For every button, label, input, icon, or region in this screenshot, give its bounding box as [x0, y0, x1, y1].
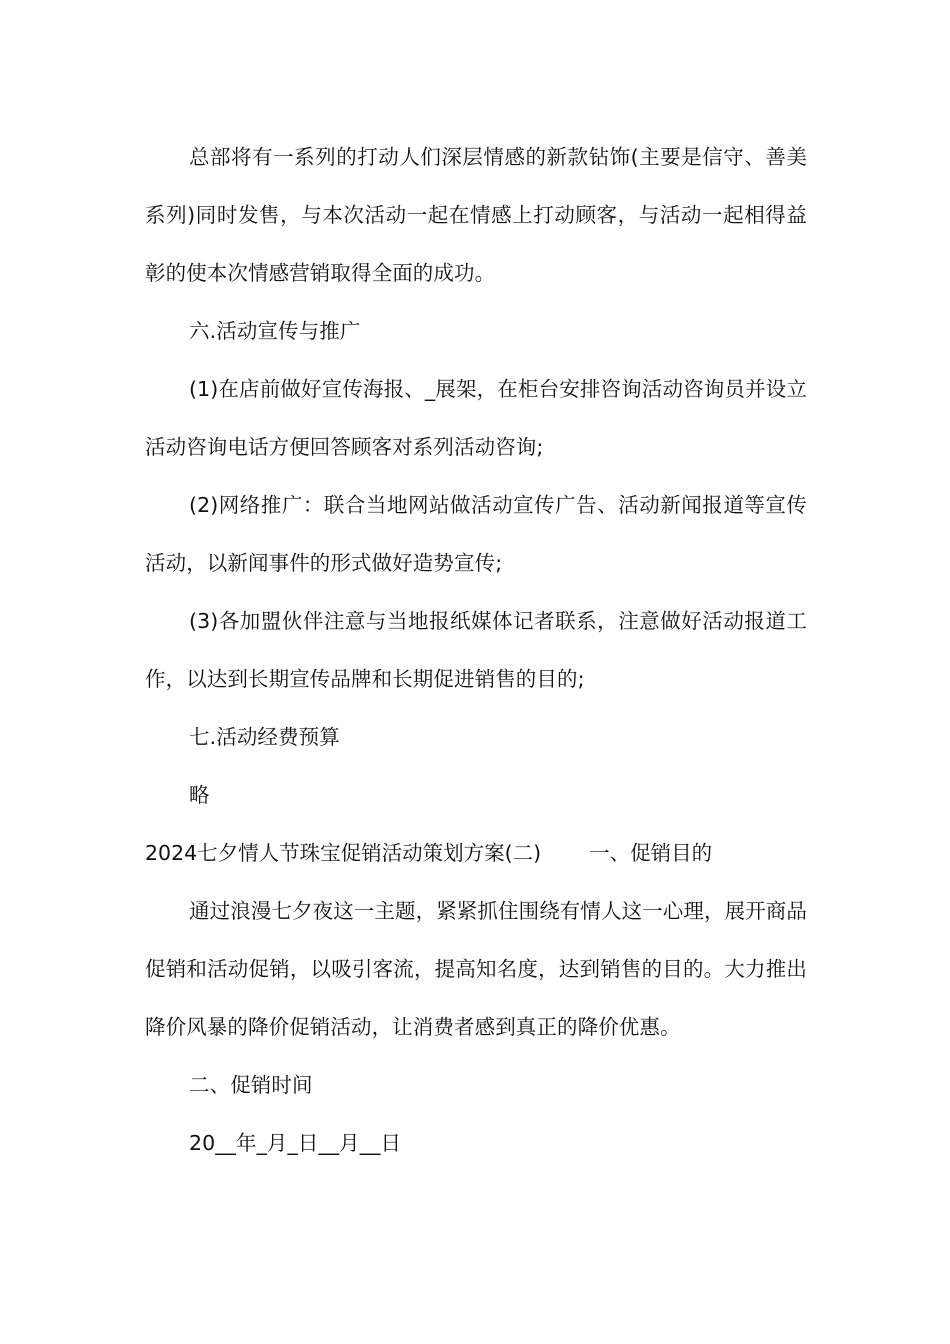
section-title: 2024七夕情人节珠宝促销活动策划方案(二)	[145, 841, 542, 865]
heading-budget: 七.活动经费预算	[189, 725, 340, 749]
paragraph-date: 20__年_月_日__月__日	[189, 1131, 402, 1155]
paragraph-new-collection: 总部将有一系列的打动人们深层情感的新款钻饰(主要是信守、善美系列)同时发售，与本次活动一起在情感上打动顾客，与活动一起相得益彰的使本次情感营销取得全面的成功。	[145, 145, 807, 285]
heading-time: 二、促销时间	[189, 1073, 313, 1097]
heading-promotion: 六.活动宣传与推广	[189, 319, 361, 343]
paragraph-purpose: 通过浪漫七夕夜这一主题，紧紧抓住围绕有情人这一心理，展开商品促销和活动促销，以吸引客流，提高知名度，达到销售的目的。大力推出降价风暴的降价促销活动，让消费者感到真正的降价优惠。	[145, 899, 807, 1039]
paragraph-promotion-3: (3)各加盟伙伴注意与当地报纸媒体记者联系，注意做好活动报道工作，以达到长期宣传品牌和长期促进销售的目的;	[145, 609, 807, 691]
paragraph-promotion-2: (2)网络推广：联合当地网站做活动宣传广告、活动新闻报道等宣传活动，以新闻事件的形式做好造势宣传;	[145, 493, 807, 575]
section-subtitle: 一、促销目的	[589, 841, 713, 865]
section-title-line	[145, 824, 807, 882]
paragraph-promotion-1: (1)在店前做好宣传海报、_展架，在柜台安排咨询活动咨询员并设立活动咨询电话方便回答顾客对系列活动咨询;	[145, 377, 807, 459]
paragraph-budget: 略	[189, 783, 210, 807]
document-body	[145, 128, 807, 1172]
